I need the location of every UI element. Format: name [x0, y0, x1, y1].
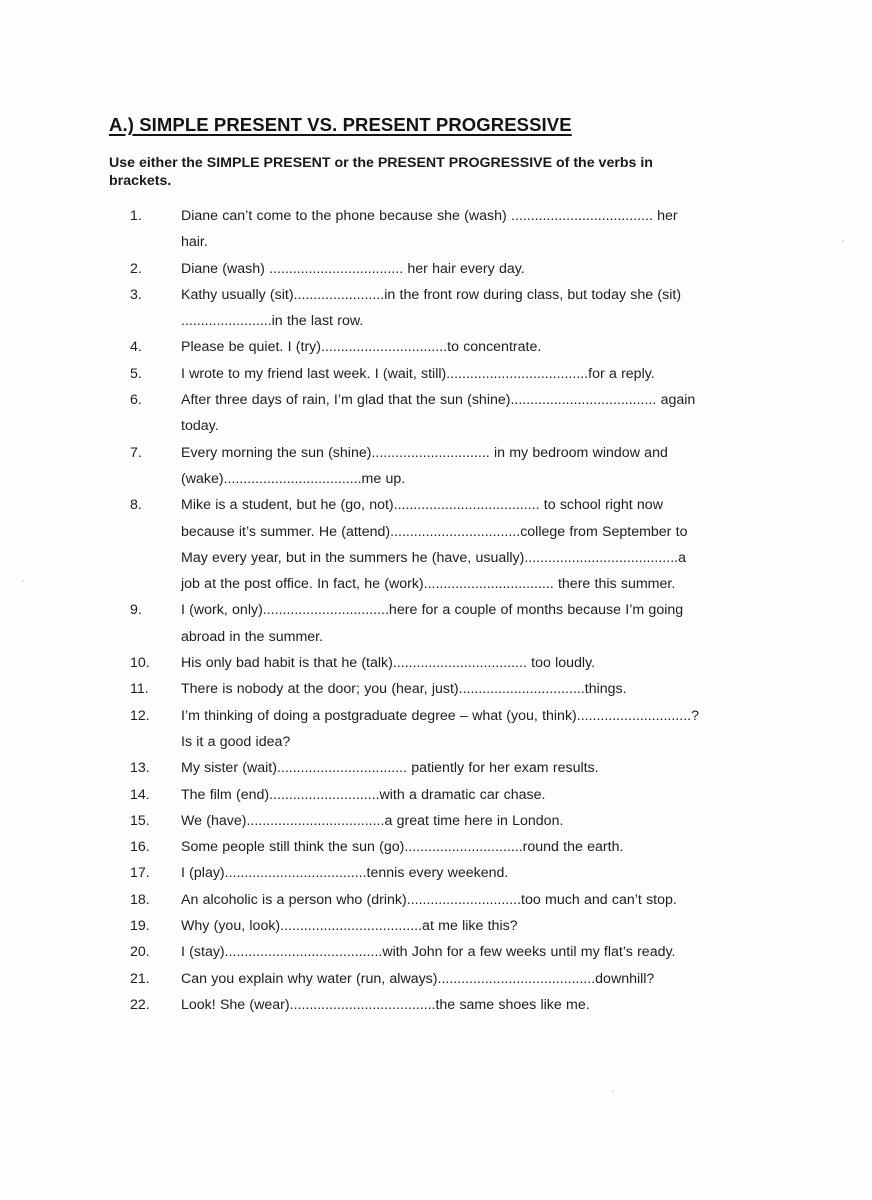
scan-speck	[842, 240, 844, 242]
exercise-sentence	[181, 755, 729, 781]
exercise-sentence	[181, 334, 729, 360]
exercise-item	[0, 387, 872, 440]
exercise-sentence-line: An alcoholic is a person who (drink).............................too much and can’t stop.	[181, 891, 677, 908]
exercise-sentence-line: .......................in the last row.	[181, 313, 364, 330]
exercise-sentence-line: The film (end)............................with a dramatic car chase.	[181, 786, 546, 803]
exercise-sentence-line: Diane (wash) .................................. her hair every day.	[181, 260, 525, 277]
exercise-number: 18.	[130, 891, 150, 908]
exercise-sentence-line: I (work, only)................................here for a couple of months because I’m going	[181, 602, 684, 619]
exercise-item	[0, 782, 872, 808]
exercise-sentence-line: I’m thinking of doing a postgraduate degree – what (you, think).............................?	[181, 707, 699, 724]
exercise-item	[0, 834, 872, 860]
exercise-item	[0, 808, 872, 834]
exercise-sentence-line: Can you explain why water (run, always)........................................downhill?	[181, 970, 655, 987]
exercise-sentence-line: abroad in the summer.	[181, 628, 324, 645]
exercise-sentence	[181, 834, 729, 860]
exercise-sentence	[181, 808, 729, 834]
exercise-sentence-line: I (play)....................................tennis every weekend.	[181, 865, 509, 882]
exercise-sentence	[181, 597, 729, 650]
exercise-item	[0, 966, 872, 992]
exercise-list	[0, 203, 872, 1018]
exercise-sentence-line: Please be quiet. I (try)................................to concentrate.	[181, 339, 542, 356]
exercise-item	[0, 992, 872, 1018]
exercise-number: 8.	[130, 497, 142, 514]
exercise-sentence-line: Is it a good idea?	[181, 733, 291, 750]
exercise-item	[0, 913, 872, 939]
exercise-item	[0, 361, 872, 387]
exercise-number: 1.	[130, 208, 142, 224]
exercise-number: 7.	[130, 444, 142, 461]
exercise-sentence-line: hair.	[181, 234, 208, 251]
exercise-sentence	[181, 282, 729, 335]
exercise-sentence-line: After three days of rain, I’m glad that the sun (shine)..................................... again	[181, 392, 696, 409]
scan-speck	[612, 1090, 614, 1092]
exercise-item	[0, 676, 872, 702]
exercise-item	[0, 650, 872, 676]
exercise-number: 10.	[130, 655, 150, 672]
exercise-sentence-line: job at the post office. In fact, he (work)................................. there this summer.	[181, 576, 676, 593]
exercise-item	[0, 256, 872, 282]
exercise-sentence	[181, 966, 729, 992]
exercise-sentence-line: May every year, but in the summers he (have, usually).......................................a	[181, 549, 686, 566]
exercise-number: 13.	[130, 760, 150, 777]
exercise-sentence	[181, 492, 729, 597]
exercise-item	[0, 440, 872, 493]
exercise-sentence	[181, 650, 729, 676]
exercise-number: 4.	[130, 339, 142, 356]
exercise-sentence-line: Some people still think the sun (go)..............................round the earth.	[181, 839, 624, 856]
exercise-number: 19.	[130, 918, 150, 935]
exercise-sentence	[181, 887, 729, 913]
exercise-number: 17.	[130, 865, 150, 882]
exercise-number: 9.	[130, 602, 142, 619]
exercise-sentence-line: Why (you, look)....................................at me like this?	[181, 918, 518, 935]
exercise-number: 22.	[130, 996, 150, 1013]
exercise-number: 2.	[130, 260, 142, 277]
exercise-sentence	[181, 703, 729, 756]
exercise-number: 11.	[130, 681, 149, 698]
exercise-item	[0, 597, 872, 650]
exercise-item	[0, 939, 872, 965]
exercise-sentence-line: Mike is a student, but he (go, not)..................................... to school right now	[181, 497, 663, 514]
exercise-item	[0, 492, 872, 597]
exercise-sentence-line: There is nobody at the door; you (hear, just)................................things.	[181, 681, 627, 698]
worksheet-title: A.) SIMPLE PRESENT VS. PRESENT PROGRESSIVE	[109, 114, 572, 135]
exercise-sentence	[181, 939, 729, 965]
scan-speck	[22, 580, 24, 582]
exercise-sentence	[181, 913, 729, 939]
exercise-sentence	[181, 992, 729, 1018]
exercise-sentence-line: Every morning the sun (shine).............................. in my bedroom window and	[181, 444, 668, 461]
exercise-sentence-line: today.	[181, 418, 219, 435]
exercise-sentence	[181, 256, 729, 282]
exercise-number: 15.	[130, 812, 150, 829]
exercise-item	[0, 860, 872, 886]
exercise-sentence-line: because it’s summer. He (attend).................................college from September to	[181, 523, 688, 540]
exercise-sentence-line: His only bad habit is that he (talk).................................. too loudly.	[181, 655, 596, 672]
exercise-sentence-line: Kathy usually (sit).......................in the front row during class, but today she (sit)	[181, 286, 682, 303]
exercise-item	[0, 334, 872, 360]
exercise-number: 12.	[130, 707, 150, 724]
exercise-number: 16.	[130, 839, 150, 856]
worksheet-instructions: Use either the SIMPLE PRESENT or the PRESENT PROGRESSIVE of the verbs in brackets.	[109, 155, 653, 189]
exercise-sentence-line: I wrote to my friend last week. I (wait, still)....................................for a reply.	[181, 365, 655, 382]
exercise-sentence	[181, 782, 729, 808]
exercise-number: 3.	[130, 286, 142, 303]
exercise-sentence	[181, 203, 729, 256]
exercise-sentence	[181, 361, 729, 387]
exercise-sentence-line: My sister (wait)................................. patiently for her exam results.	[181, 760, 599, 777]
exercise-sentence-line: (wake)...................................me up.	[181, 470, 406, 487]
exercise-item	[0, 703, 872, 756]
exercise-item	[0, 203, 872, 256]
exercise-number: 5.	[130, 365, 142, 382]
exercise-number: 14.	[130, 786, 150, 803]
exercise-sentence-line: Diane can’t come to the phone because she (wash) .................................... her	[181, 208, 678, 224]
exercise-sentence	[181, 440, 729, 493]
exercise-item	[0, 755, 872, 781]
exercise-item	[0, 887, 872, 913]
exercise-item	[0, 282, 872, 335]
exercise-sentence	[181, 387, 729, 440]
exercise-sentence-line: We (have)...................................a great time here in London.	[181, 812, 564, 829]
exercise-number: 21.	[130, 970, 150, 987]
exercise-sentence	[181, 860, 729, 886]
exercise-sentence-line: Look! She (wear).....................................the same shoes like me.	[181, 996, 590, 1013]
exercise-number: 6.	[130, 392, 142, 409]
exercise-number: 20.	[130, 944, 150, 961]
exercise-sentence	[181, 676, 729, 702]
exercise-sentence-line: I (stay)........................................with John for a few weeks until my flat’s ready.	[181, 944, 676, 961]
